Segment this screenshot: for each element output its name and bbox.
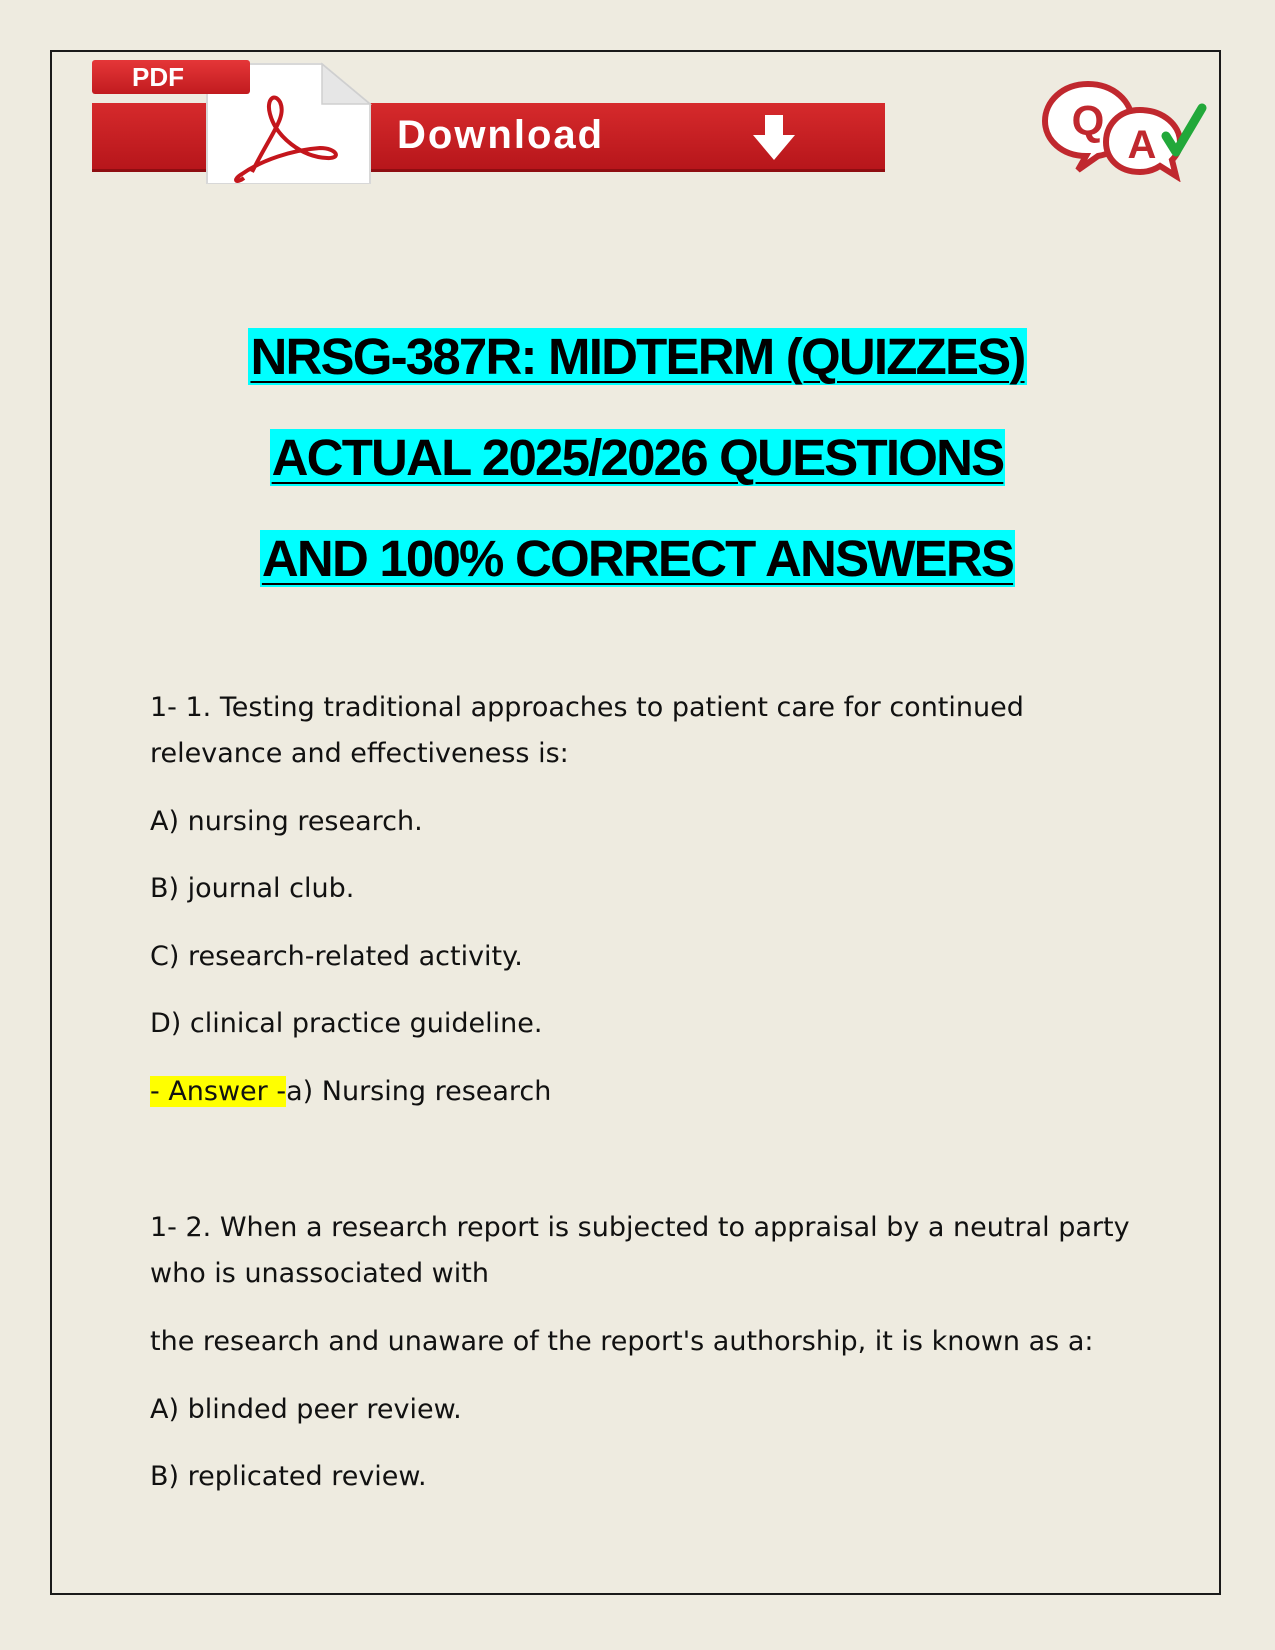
download-label[interactable]: Download (397, 113, 605, 157)
q1-option-a: A) nursing research. (150, 806, 423, 837)
q2-stem-line-3: the research and unaware of the report's authorship, it is known as a: (150, 1326, 1094, 1357)
q1-stem-line-1: 1- 1. Testing traditional approaches to patient care for continued (150, 692, 1024, 723)
answer-prefix-highlight: - Answer - (150, 1076, 287, 1107)
q2-stem-line-1: 1- 2. When a research report is subjected to appraisal by a neutral party (150, 1212, 1130, 1243)
pdf-download-banner[interactable] (92, 60, 887, 185)
logo-q-letter: Q (1071, 97, 1105, 144)
document-title (0, 306, 1275, 609)
q1-answer (150, 1076, 551, 1107)
q1-option-b: B) journal club. (150, 873, 355, 904)
q1-option-d: D) clinical practice guideline. (150, 1008, 543, 1039)
title-line-3: AND 100% CORRECT ANSWERS (261, 530, 1014, 587)
title-line-2: ACTUAL 2025/2026 QUESTIONS (271, 429, 1004, 486)
logo-a-letter: A (1127, 123, 1157, 167)
answer-text: a) Nursing research (286, 1076, 552, 1107)
q1-stem-line-2: relevance and effectiveness is: (150, 738, 569, 769)
q2-option-b: B) replicated review. (150, 1461, 427, 1492)
q2-stem-line-2: who is unassociated with (150, 1258, 489, 1289)
q2-option-a: A) blinded peer review. (150, 1394, 462, 1425)
pdf-tag-label: PDF (132, 62, 184, 92)
q1-option-c: C) research-related activity. (150, 941, 523, 972)
download-arrow-icon[interactable] (752, 115, 796, 161)
pdf-tag (92, 60, 250, 94)
title-line-1: NRSG-387R: MIDTERM (QUIZZES) (250, 328, 1025, 385)
qa-check-logo (1040, 78, 1208, 182)
